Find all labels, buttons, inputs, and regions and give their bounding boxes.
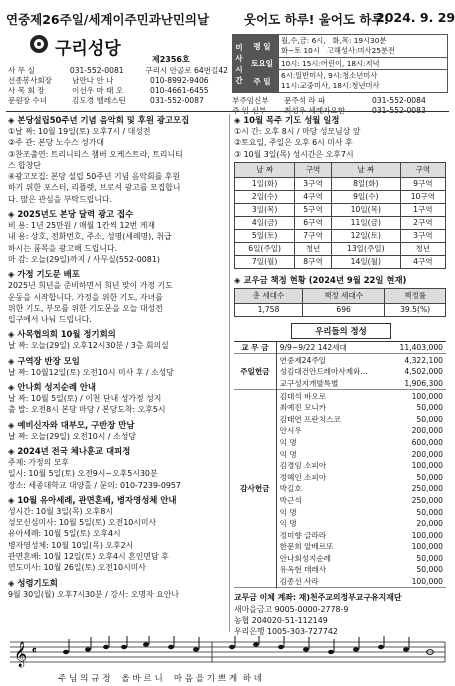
section-line: 병자영성체: 10월 10일(목) 오후2시	[8, 540, 134, 550]
staff-extra: 031-552-0087	[150, 96, 204, 105]
table-cell: 청년	[295, 242, 332, 255]
section-calendar	[8, 208, 226, 265]
offering-amount: 20,000	[416, 519, 443, 529]
table-row	[234, 341, 446, 354]
section-line: 유아세례: 10월 5일(토) 오후4시	[8, 529, 121, 539]
staff-role: 문원장 수녀	[8, 96, 48, 105]
table-cell: 2일(수)	[235, 190, 295, 203]
announcements-column	[8, 114, 226, 600]
section-line: 날 짜: 오늘(29일) 오후12시30분 / 3층 회의실	[8, 341, 169, 351]
table-cell: 9구역	[400, 177, 445, 190]
table-cell: 4구역	[295, 190, 332, 203]
offering-amount: 100,000	[411, 577, 443, 587]
offering-name: 한문희 알베르또	[279, 542, 334, 552]
section-title: ◈ 본당설립50주년 기념 음악회 및 후원 광고모집	[8, 115, 190, 125]
offering-category: 주일헌금	[234, 354, 276, 390]
section-leaders	[8, 355, 226, 378]
offering-amount: 250,000	[411, 495, 443, 505]
offering-name: 김대석 바오로	[279, 391, 327, 401]
section-line: 2025년 희년을 준비하면서 희년 맞이 가정 기도	[8, 281, 173, 291]
sunday-label: 주 일	[246, 70, 279, 93]
offering-name: 익 명	[279, 449, 297, 459]
section-line: 스 합창단	[8, 160, 41, 170]
staff-value: 김도경 헬레스틴	[72, 96, 126, 105]
section-line: ②주 관: 본당 노수스 성가대	[8, 138, 104, 148]
table-cell: 11일(금)	[331, 216, 400, 229]
offering-amount: 200,000	[411, 449, 443, 459]
section-line: 하시는 품목을 광고해 드립니다.	[8, 243, 118, 253]
offering-amount: 100,000	[411, 542, 443, 552]
section-line: 위한 기도, 부모를 위한 기도문을 오늘 대성전	[8, 303, 163, 313]
column-header: 책정률	[385, 288, 446, 303]
section-retreat	[8, 445, 226, 491]
table-cell: 696	[302, 303, 384, 316]
table-row	[235, 242, 446, 255]
offering-category: 감사헌금	[234, 390, 276, 588]
section-council	[8, 328, 226, 351]
section-line: 하기 위한 포스터, 리플렛, 브로셔 광고를 모집합니	[8, 183, 181, 193]
offering-amount: 100,000	[411, 391, 443, 401]
priest-name: 문주석 라 파	[284, 96, 326, 105]
table-cell: 3일(목)	[235, 203, 295, 216]
music-staff-graphic	[6, 636, 449, 670]
section-line: 장소: 세종대학교 대양홀 / 문의: 010-7239-0957	[8, 480, 181, 490]
offering-name: 박근석	[279, 495, 302, 505]
table-cell: 7구역	[295, 229, 332, 242]
offering-amount: 50,000	[416, 414, 443, 424]
section-title: ◈ 예비신자와 대부모, 구반장 만남	[8, 419, 135, 430]
offering-name: 안나회성지순례	[279, 553, 332, 563]
table-row	[235, 177, 446, 190]
section-prayer	[8, 268, 226, 325]
table-cell: 39.5(%)	[385, 303, 446, 316]
section-pilgrimage	[8, 381, 226, 416]
table-row	[234, 354, 446, 366]
section-line: 출 발: 오전8시 본당 마당 / 본당도착: 오후5시	[8, 405, 166, 415]
table-row	[235, 216, 446, 229]
section-line: 연도미사: 10월 26일(토) 오전10시미사	[8, 563, 146, 573]
table-row	[235, 303, 446, 316]
column-header: 구역	[295, 162, 332, 177]
header-divider	[6, 111, 449, 112]
priest-role: 부주임신부	[232, 96, 269, 105]
table-cell: 1일(화)	[235, 177, 295, 190]
svg-text:𝄞: 𝄞	[14, 642, 28, 667]
table-cell: 1구역	[400, 203, 445, 216]
account-line: 우리은행 1005-303-727742	[234, 627, 338, 637]
table-cell: 4일(금)	[235, 216, 295, 229]
table-row	[235, 229, 446, 242]
section-title: ◈ 가정 기도문 배포	[8, 269, 80, 280]
table-cell: 3구역	[400, 229, 445, 242]
weekday-times: 월,수,금: 6시, 화,목: 19시30분 화~토 10시 고해성사:미사25분전	[279, 35, 448, 58]
section-line: 9월 30일(월) 오후7시30분 / 강사: 오명자 요안나	[8, 589, 179, 599]
hymn-staff	[6, 636, 449, 682]
offering-name: 안시우	[279, 426, 302, 436]
section-title: ◈ 구역장 반장 모임	[8, 355, 80, 366]
offering-name: 익 명	[279, 437, 297, 447]
table-cell: 청년	[400, 242, 445, 255]
section-line: 일시: 10월 5일(토) 오전9시~오후5시30분	[8, 469, 158, 479]
account-line: 새마을금고 9005-0000-2778-9	[234, 604, 349, 614]
table-cell: 5구역	[295, 203, 332, 216]
section-title: ◈ 사목협의회 10월 정기회의	[8, 329, 116, 340]
section-title: ◈ 10월 목주 기도 성월 일정	[234, 115, 340, 125]
section-catechumen	[8, 419, 226, 442]
offering-name: 9/9~9/22 142세대	[279, 343, 347, 353]
saturday-label: 토요일	[246, 58, 279, 70]
offering-name: 성김대건안드레아사제와…	[279, 367, 368, 377]
staff-role: 사 무 실	[8, 66, 35, 75]
section-music	[8, 114, 226, 205]
table-cell: 2구역	[400, 216, 445, 229]
offering-name: 김경임 소피아	[279, 461, 327, 471]
column-header: 날 짜	[235, 162, 295, 177]
offering-category: 교 무 금	[234, 341, 276, 354]
section-line: 성시간: 10월 3일(목) 오후8시	[8, 506, 114, 516]
section-line: 성모신심미사: 10월 5일(토) 오전10시미사	[8, 518, 157, 528]
staff-extra: 구리시 안골로 64번길42	[145, 66, 228, 75]
table-row	[235, 203, 446, 216]
offering-amount: 50,000	[416, 472, 443, 482]
mass-time-label: 미사시간	[233, 35, 246, 93]
account-line: 교무금 이체 계좌: 재)천주교의정부교구유지재단	[234, 593, 402, 603]
section-line: ②토요일, 주일은 오후 6시 미사 후	[234, 138, 353, 148]
section-line: 관면혼배: 10월 12일(토) 오후4시 혼인면담 후	[8, 552, 169, 562]
table-cell: 6구역	[295, 216, 332, 229]
section-line: ④광고모집: 본당 설립 50주년 기념 음악회를 후원	[8, 172, 181, 182]
bulletin-date: 2024. 9. 29	[376, 10, 455, 25]
offering-name: 김태연 프란치스코	[279, 414, 341, 424]
table-cell: 5일(토)	[235, 229, 295, 242]
rosary-section	[234, 114, 448, 638]
table-cell: 12일(토)	[331, 229, 400, 242]
table-cell: 7일(월)	[235, 255, 295, 268]
svg-text:𝄴: 𝄴	[32, 646, 37, 657]
liturgical-day: 연중제26주일/세계이주민과난민의날	[6, 12, 210, 27]
staff-value: 031-552-0081	[69, 66, 124, 75]
table-cell: 1,758	[235, 303, 303, 316]
staff-role: 사 목 회 장	[8, 86, 45, 95]
table-cell: 8구역	[295, 255, 332, 268]
table-cell: 6일(주일)	[235, 242, 295, 255]
table-row	[234, 390, 446, 402]
section-line: 날 짜: 10월12일(토) 오전10시 미사 후 / 소성당	[8, 367, 174, 377]
section-title: ◈ 2024년 전국 체나훈교 대피정	[8, 445, 131, 456]
column-header: 구역	[400, 162, 445, 177]
staff-extra: 010-4661-6455	[150, 86, 209, 95]
section-title: ◈ 2025년도 본당 달력 광고 접수	[8, 209, 134, 220]
mass-schedule	[232, 34, 448, 116]
offering-amount: 1,906,300	[404, 378, 443, 388]
table-cell: 4구역	[400, 255, 445, 268]
offering-name: 정미향 글라라	[279, 530, 327, 540]
offering-amount: 11,403,000	[399, 343, 443, 353]
offering-table	[234, 341, 446, 588]
column-header: 총 세대수	[235, 288, 303, 303]
offering-amount: 4,322,100	[404, 355, 443, 365]
table-cell: 3구역	[295, 177, 332, 190]
table-cell: 9일(수)	[331, 190, 400, 203]
staff-role: 선종봉사회장	[8, 76, 53, 85]
table-cell: 10구역	[400, 190, 445, 203]
offering-name: 연중제24주일	[279, 355, 327, 365]
priest-tel: 031-552-0083	[372, 106, 426, 115]
offering-name: 유옥현 데레사	[279, 565, 327, 575]
header-motto: 웃어도 하루! 울어도 하루!	[244, 12, 390, 27]
staff-extra: 010-8992-9406	[150, 76, 209, 85]
staff-value: 남만나 안 나	[72, 76, 114, 85]
church-name: 구리성당	[55, 39, 121, 59]
offering-amount: 200,000	[411, 426, 443, 436]
offering-amount: 50,000	[416, 507, 443, 517]
table-row	[235, 255, 446, 268]
offering-name: 박길호	[279, 484, 302, 494]
offering-amount: 50,000	[416, 403, 443, 413]
section-line: 입구에서 나눠 드립니다.	[8, 315, 92, 325]
offering-amount: 600,000	[411, 437, 443, 447]
column-header: 날 짜	[331, 162, 400, 177]
offering-amount: 50,000	[416, 553, 443, 563]
pledge-table	[234, 288, 446, 317]
weekday-label: 평 일	[246, 35, 279, 58]
section-line: ③찬조출연: 트리니티스 챔버 오케스트라, 트리니티	[8, 149, 183, 159]
offering-name: 정혜인 소피아	[279, 472, 327, 482]
account-info	[234, 592, 448, 637]
section-baptism	[8, 494, 226, 574]
section-line: 주제: 가정의 모후	[8, 457, 70, 467]
table-cell: 8일(화)	[331, 177, 400, 190]
staff-list	[8, 66, 228, 106]
rosary-table	[234, 162, 446, 269]
table-row	[235, 190, 446, 203]
offering-name: 최예진 모니카	[279, 403, 327, 413]
offering-name: 익 명	[279, 507, 297, 517]
table-cell: 10일(목)	[331, 203, 400, 216]
staff-value: 이선우 마 태 오	[72, 86, 124, 95]
section-line: 내 용: 상호, 전화번호, 주소, 성명(세례명), 취급	[8, 232, 172, 242]
account-line: 농협 204020-51-112149	[234, 615, 328, 625]
section-line: 다. 많은 관심을 부탁드립니다.	[8, 194, 113, 204]
priest-tel: 031-552-0084	[372, 96, 426, 105]
section-line: 날 짜: 오늘(29일) 오전10시 / 소성당	[8, 431, 136, 441]
section-line: 날 짜: 10월 5일(토) / 이천 단내 성가정 성지	[8, 394, 162, 404]
saturday-times: 10시: 15시:어린이, 18시:저녁	[279, 58, 448, 70]
offering-name: 교구성지개발특별	[279, 378, 339, 388]
table-cell: 14일(월)	[331, 255, 400, 268]
section-line: ③ 10월 3일(목) 성시간은 오후7시	[234, 149, 354, 159]
offering-name: 김종선 사라	[279, 577, 319, 587]
offering-amount: 250,000	[411, 484, 443, 494]
column-divider	[229, 114, 230, 632]
priest-name: 최성우 세례자요한	[284, 106, 346, 115]
offering-amount: 100,000	[411, 530, 443, 540]
offering-name: 익 명	[279, 519, 297, 529]
section-line: ①날 짜: 10월 19일(토) 오후7시 / 대성전	[8, 127, 151, 136]
offering-title: 우리들의 정성	[291, 323, 391, 339]
section-line: 마 감: 오늘(29일)까지 / 사무실(552-0081)	[8, 254, 160, 264]
sunday-times: 6시:일반미사, 9시:청소년미사 11시:교중미사, 18시:청년미사	[279, 70, 448, 93]
section-title: ◈ 안나회 성지순례 안내	[8, 382, 96, 393]
offering-amount: 100,000	[411, 461, 443, 471]
offering-amount: 50,000	[416, 565, 443, 575]
hymn-lyrics: 주 님 의 규 정 올 바 르 니 마 음 을 기 쁘 게 하 네	[58, 674, 262, 684]
table-cell: 13일(주일)	[331, 242, 400, 255]
priest-role: 주 임 신부	[232, 106, 267, 115]
section-line: ①시 간: 오후 8시 / 마당 성모님상 앞	[234, 127, 361, 136]
issue-number: 제2356호	[152, 55, 190, 64]
section-spirit	[8, 577, 226, 600]
section-title: ◈ 교우금 책정 현황 (2024년 9월 22일 현재)	[234, 274, 407, 285]
section-title: ◈ 10월 유아세례, 관면혼배, 병자영성체 안내	[8, 494, 177, 505]
section-line: 비 용: 1년 25만원 / 매월 1칸씩 12번 게재	[8, 221, 155, 231]
column-header: 책정 세대수	[302, 288, 384, 303]
section-title: ◈ 성령기도회	[8, 577, 58, 588]
section-line: 운동을 시작합니다. 가정을 위한 기도, 자녀를	[8, 292, 163, 302]
church-logo-icon	[30, 35, 48, 53]
offering-amount: 4,502,000	[404, 367, 443, 377]
